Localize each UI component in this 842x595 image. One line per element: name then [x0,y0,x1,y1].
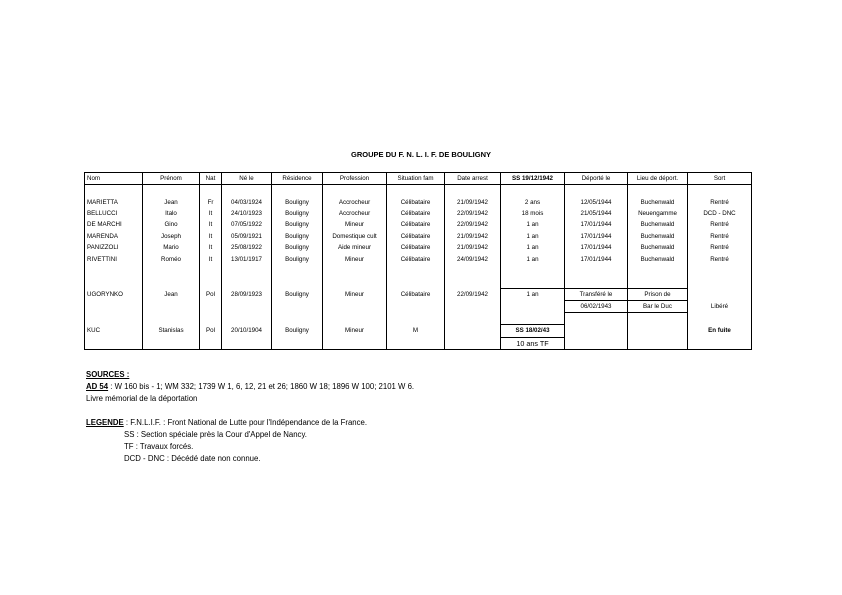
cell-situation: Célibataire [387,196,445,207]
header-deporte-le: Déporté le [565,173,628,185]
cell-nat: It [200,219,222,230]
sources-heading: SOURCES : [86,370,130,379]
cell-sort: Rentré [688,231,752,242]
cell-lieu: Neuengamme [628,208,688,219]
header-prenom: Prénom [143,173,200,185]
table-row [85,337,752,349]
cell-ss: 2 ans [501,196,565,207]
cell-lieu: Buchenwald [628,219,688,230]
cell-deporte-le: 17/01/1944 [565,242,628,253]
cell-nom: RIVETTINI [85,253,143,264]
cell-situation: Célibataire [387,253,445,264]
cell-prenom: Roméo [143,253,200,264]
cell-profession: Domestique cult [323,231,387,242]
cell-ne-le: 20/10/1904 [222,325,272,337]
cell-ss: 1 an [501,288,565,300]
cell-date-arrest: 21/09/1942 [445,231,501,242]
cell-situation: Célibataire [387,219,445,230]
cell-profession: Mineur [323,253,387,264]
cell-profession: Accrocheur [323,208,387,219]
header-date-arrest: Date arrest [445,173,501,185]
cell-ne-le: 04/03/1924 [222,196,272,207]
cell-lieu: Buchenwald [628,196,688,207]
cell-prison-lieu: Bar le Duc [628,300,688,312]
table-row [85,288,752,300]
cell-nat: Fr [200,196,222,207]
cell-ne-le: 24/10/1923 [222,208,272,219]
cell-nom: KUC [85,325,143,337]
cell-deporte-le: 21/05/1944 [565,208,628,219]
cell-date-arrest: 24/09/1942 [445,253,501,264]
cell-prenom: Italo [143,208,200,219]
header-profession: Profession [323,173,387,185]
cell-nom: BELLUCCI [85,208,143,219]
cell-situation: Célibataire [387,288,445,300]
cell-ne-le: 13/01/1917 [222,253,272,264]
legend-line-4: DCD - DNC : Décédé date non connue. [124,454,261,463]
sources-ad54-text: : W 160 bis - 1; WM 332; 1739 W 1, 6, 12, 21 et 26; 1860 W 18; 1896 W 100; 2101 W 6. [108,382,415,391]
cell-prenom: Jean [143,196,200,207]
cell-residence: Bouligny [272,208,323,219]
cell-ss: 1 an [501,219,565,230]
cell-situation: M [387,325,445,337]
table-row [85,231,752,242]
cell-date-arrest: 21/09/1942 [445,196,501,207]
header-row [85,173,752,185]
cell-nat: It [200,231,222,242]
spacer-row [85,185,752,197]
cell-lieu: Buchenwald [628,253,688,264]
cell-date-arrest: 22/09/1942 [445,208,501,219]
cell-nom: PANIZZOLI [85,242,143,253]
cell-prenom: Joseph [143,231,200,242]
cell-nat: It [200,253,222,264]
table-row [85,196,752,207]
header-sort: Sort [688,173,752,185]
cell-residence: Bouligny [272,219,323,230]
cell-ss-kuc-label: SS 18/02/43 [501,325,565,337]
cell-transfere-label: Transféré le [565,288,628,300]
table-row [85,325,752,337]
cell-prenom: Jean [143,288,200,300]
cell-residence: Bouligny [272,288,323,300]
table-row [85,208,752,219]
cell-ne-le: 28/09/1923 [222,288,272,300]
sources-memorial: Livre mémorial de la déportation [86,394,198,403]
cell-deporte-le: 17/01/1944 [565,253,628,264]
document-title: GROUPE DU F. N. L. I. F. DE BOULIGNY [350,150,491,159]
spacer-row [85,276,752,288]
cell-deporte-le: 12/05/1944 [565,196,628,207]
table-row [85,242,752,253]
sources-ad54-label: AD 54 [86,382,109,391]
cell-situation: Célibataire [387,231,445,242]
cell-ne-le: 25/08/1922 [222,242,272,253]
cell-situation: Célibataire [387,208,445,219]
cell-prenom: Gino [143,219,200,230]
cell-profession: Accrocheur [323,196,387,207]
header-ne-le: Né le [222,173,272,185]
cell-lieu: Buchenwald [628,231,688,242]
cell-nat: It [200,208,222,219]
cell-nat: It [200,242,222,253]
spacer-row [85,265,752,276]
header-lieu: Lieu de déport. [628,173,688,185]
cell-lieu: Buchenwald [628,242,688,253]
cell-profession: Mineur [323,288,387,300]
cell-profession: Mineur [323,219,387,230]
cell-date-arrest: 22/09/1942 [445,219,501,230]
header-nom: Nom [85,173,143,185]
cell-ss: 1 an [501,253,565,264]
cell-ne-le: 07/05/1922 [222,219,272,230]
cell-prenom: Stanislas [143,325,200,337]
cell-sort: Rentré [688,253,752,264]
legend-line-1 [86,417,367,429]
cell-sort: Rentré [688,242,752,253]
table-row [85,300,752,312]
table-row [85,253,752,264]
cell-profession: Mineur [323,325,387,337]
cell-ne-le: 05/09/1921 [222,231,272,242]
table-row [85,219,752,230]
cell-transfere-date: 06/02/1943 [565,300,628,312]
cell-situation: Célibataire [387,242,445,253]
cell-nom: DE MARCHI [85,219,143,230]
cell-nat: Pol [200,325,222,337]
cell-ss: 1 an [501,242,565,253]
header-nat: Nat [200,173,222,185]
cell-sort: En fuite [688,325,752,337]
cell-sort: Rentré [688,219,752,230]
cell-prenom: Mario [143,242,200,253]
legend-section [86,417,367,465]
spacer-row [85,313,752,325]
cell-sort: Libéré [688,300,752,312]
cell-ss-kuc-value: 10 ans TF [501,337,565,349]
cell-sort: DCD - DNC [688,208,752,219]
cell-nom: MARENDA [85,231,143,242]
cell-residence: Bouligny [272,325,323,337]
cell-date-arrest: 22/09/1942 [445,288,501,300]
header-residence: Résidence [272,173,323,185]
cell-residence: Bouligny [272,253,323,264]
legend-label: LEGENDE [86,418,124,427]
cell-nom: MARIETTA [85,196,143,207]
cell-deporte-le: 17/01/1944 [565,219,628,230]
legend-text-1: : F.N.L.I.F. : Front National de Lutte pour l'Indépendance de la France. [123,418,368,427]
cell-ss: 1 an [501,231,565,242]
cell-sort: Rentré [688,196,752,207]
legend-line-2: SS : Section spéciale près la Cour d'Appel de Nancy. [124,430,307,439]
cell-residence: Bouligny [272,231,323,242]
cell-date-arrest: 21/09/1942 [445,242,501,253]
cell-nat: Pol [200,288,222,300]
deportation-table [84,172,752,350]
cell-residence: Bouligny [272,242,323,253]
cell-nom: UGORYNKO [85,288,143,300]
cell-deporte-le: 17/01/1944 [565,231,628,242]
sources-section [86,369,414,405]
legend-line-3: TF : Travaux forcés. [124,442,194,451]
cell-ss: 18 mois [501,208,565,219]
header-situation: Situation fam [387,173,445,185]
cell-residence: Bouligny [272,196,323,207]
cell-prison-label: Prison de [628,288,688,300]
sources-ad54-line [86,381,414,393]
header-ss: SS 19/12/1942 [501,173,565,185]
cell-profession: Aide mineur [323,242,387,253]
